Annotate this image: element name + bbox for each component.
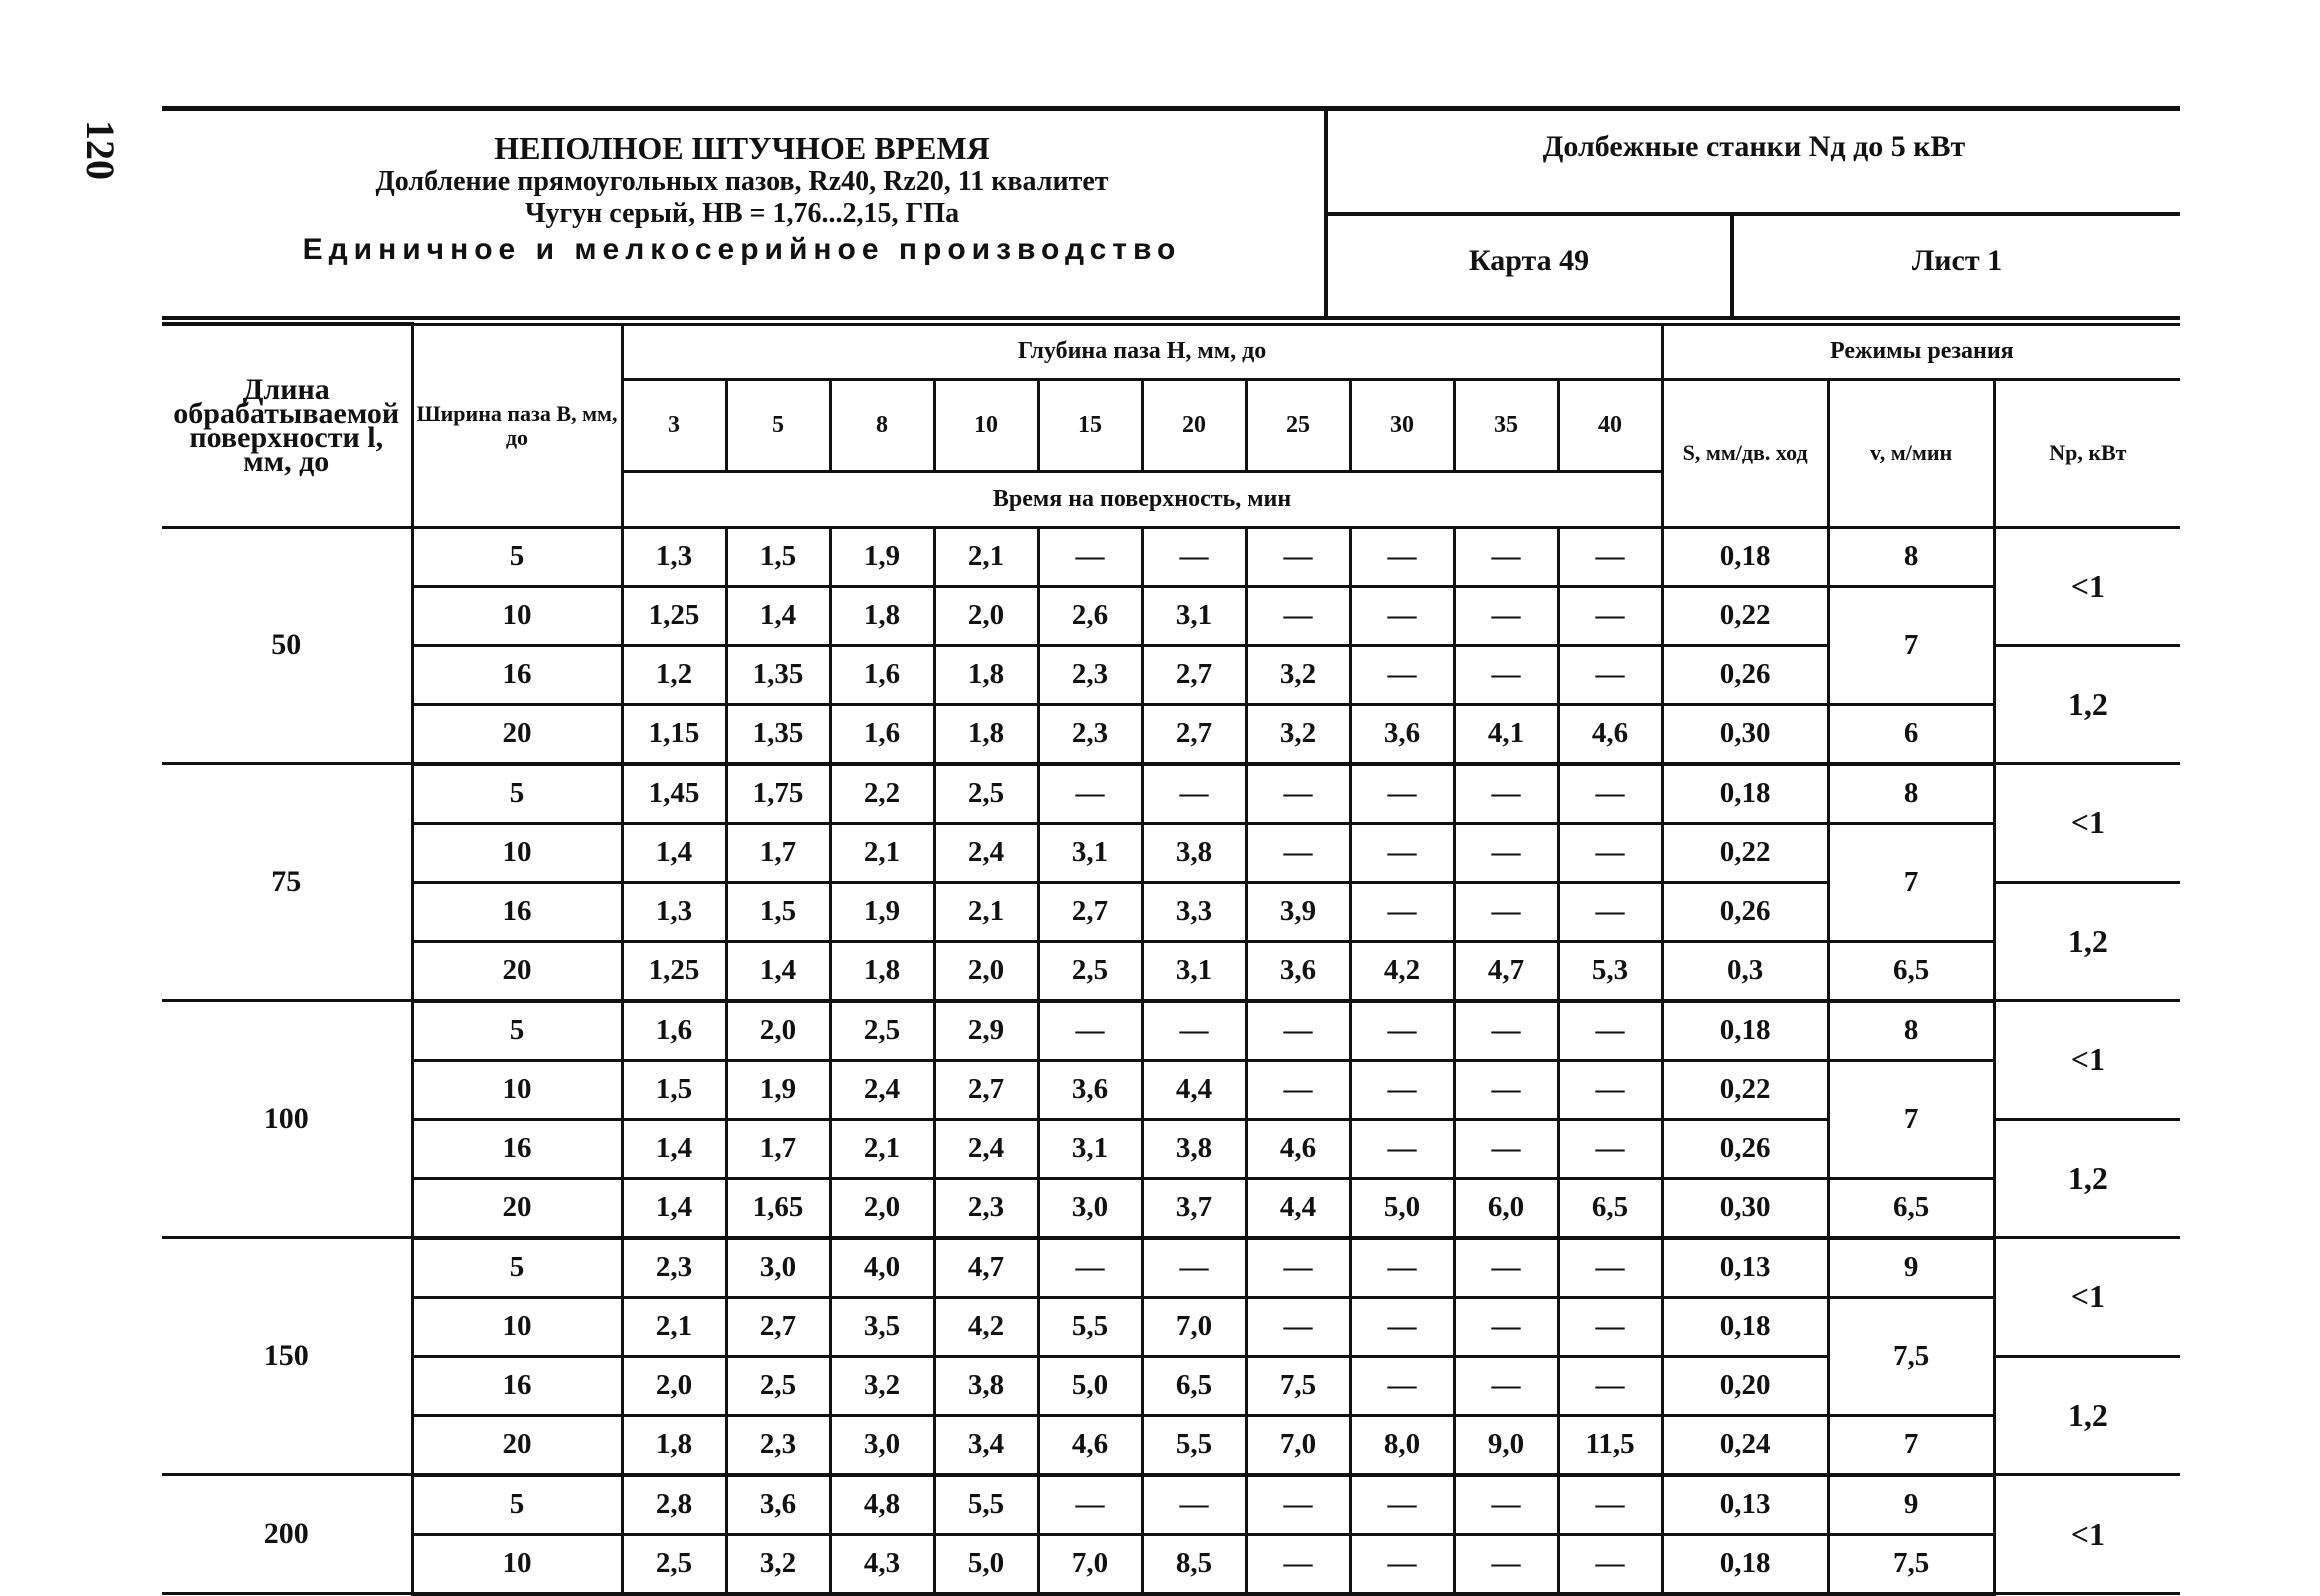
time-cell: 3,8 <box>1142 1119 1246 1178</box>
time-cell: — <box>1350 823 1454 882</box>
time-cell: — <box>1350 1119 1454 1178</box>
header-length: Длина обрабатываемой поверхности l, мм, до <box>162 324 412 527</box>
feed-cell: 0,18 <box>1662 527 1828 586</box>
speed-cell: 7,5 <box>1828 1297 1994 1415</box>
time-cell: 3,8 <box>934 1356 1038 1415</box>
time-cell: 3,0 <box>1038 1178 1142 1238</box>
time-cell: — <box>1558 645 1662 704</box>
feed-cell: 0,18 <box>1662 764 1828 824</box>
time-cell: — <box>1558 527 1662 586</box>
time-cell: 2,1 <box>622 1297 726 1356</box>
length-cell: 50 <box>162 527 412 764</box>
time-cell: 8,5 <box>1142 1534 1246 1594</box>
speed-cell: 6 <box>1828 704 1994 764</box>
time-cell: 2,8 <box>622 1475 726 1535</box>
time-cell: 2,0 <box>830 1178 934 1238</box>
time-cell: 3,1 <box>1142 586 1246 645</box>
time-cell: — <box>1454 882 1558 941</box>
time-cell: 7,0 <box>1142 1297 1246 1356</box>
width-cell: 5 <box>412 764 622 824</box>
header-v: v, м/мин <box>1828 379 1994 527</box>
width-cell: 20 <box>412 941 622 1001</box>
power-cell: 1,2 <box>1994 645 2180 764</box>
time-cell: — <box>1350 1238 1454 1298</box>
time-cell: — <box>1246 1297 1350 1356</box>
time-cell: 1,35 <box>726 704 830 764</box>
speed-cell: 7 <box>1828 823 1994 941</box>
time-cell: 4,2 <box>934 1297 1038 1356</box>
time-cell: — <box>1350 882 1454 941</box>
feed-cell: 0,22 <box>1662 586 1828 645</box>
time-cell: 3,0 <box>726 1238 830 1298</box>
time-cell: 1,5 <box>726 882 830 941</box>
time-cell: 1,8 <box>830 941 934 1001</box>
time-cell: 2,0 <box>934 941 1038 1001</box>
time-cell: 3,9 <box>1246 882 1350 941</box>
time-cell: — <box>1454 1001 1558 1061</box>
header-width: Ширина паза B, мм, до <box>412 324 622 527</box>
speed-cell: 9 <box>1828 1475 1994 1535</box>
feed-cell: 0,13 <box>1662 1475 1828 1535</box>
time-cell: 1,8 <box>830 586 934 645</box>
time-cell: — <box>1454 527 1558 586</box>
power-cell: <1 <box>1994 1238 2180 1357</box>
time-cell: 1,25 <box>622 941 726 1001</box>
time-cell: 5,5 <box>1142 1415 1246 1475</box>
header-depth-group: Глубина паза H, мм, до <box>622 324 1662 379</box>
time-cell: — <box>1350 1475 1454 1535</box>
time-cell: — <box>1038 764 1142 824</box>
table-row <box>162 1238 2180 1298</box>
time-cell: 3,5 <box>830 1297 934 1356</box>
length-cell: 100 <box>162 1001 412 1238</box>
length-cell: 200 <box>162 1475 412 1594</box>
time-cell: 3,2 <box>1246 704 1350 764</box>
time-cell: — <box>1142 1475 1246 1535</box>
time-cell: 1,45 <box>622 764 726 824</box>
time-cell: 2,4 <box>934 1119 1038 1178</box>
time-cell: 2,1 <box>830 1119 934 1178</box>
time-cell: 1,75 <box>726 764 830 824</box>
width-cell: 5 <box>412 1238 622 1298</box>
time-cell: — <box>1454 1475 1558 1535</box>
time-cell: 3,3 <box>1142 882 1246 941</box>
depth-header-cell: 5 <box>726 379 830 471</box>
time-cell: — <box>1246 764 1350 824</box>
time-cell: 2,5 <box>1038 941 1142 1001</box>
depth-header-cell: 3 <box>622 379 726 471</box>
time-cell: 5,0 <box>1038 1356 1142 1415</box>
time-cell: — <box>1454 1356 1558 1415</box>
depth-header-cell: 25 <box>1246 379 1350 471</box>
time-cell: 6,0 <box>1454 1178 1558 1238</box>
page-number: 120 <box>78 120 123 180</box>
length-cell: 75 <box>162 764 412 1001</box>
table-row <box>162 1178 2180 1238</box>
time-cell: 2,4 <box>934 823 1038 882</box>
time-cell: 1,4 <box>726 941 830 1001</box>
time-cell: — <box>1454 764 1558 824</box>
time-norms-table <box>162 322 2180 1596</box>
time-cell: 1,15 <box>622 704 726 764</box>
time-cell: — <box>1350 1001 1454 1061</box>
width-cell: 5 <box>412 1475 622 1535</box>
time-cell: 2,7 <box>726 1297 830 1356</box>
time-cell: 1,7 <box>726 1119 830 1178</box>
time-cell: 3,1 <box>1038 1119 1142 1178</box>
time-cell: — <box>1246 823 1350 882</box>
time-cell: — <box>1246 1475 1350 1535</box>
power-cell: <1 <box>1994 527 2180 645</box>
time-cell: 1,9 <box>726 1060 830 1119</box>
width-cell: 20 <box>412 1178 622 1238</box>
time-cell: — <box>1038 1001 1142 1061</box>
speed-cell: 7 <box>1828 1415 1994 1475</box>
table-row <box>162 1415 2180 1475</box>
time-cell: — <box>1350 1297 1454 1356</box>
time-cell: 11,5 <box>1558 1415 1662 1475</box>
depth-header-cell: 35 <box>1454 379 1558 471</box>
feed-cell: 0,18 <box>1662 1001 1828 1061</box>
table-row <box>162 1001 2180 1061</box>
time-cell: — <box>1558 586 1662 645</box>
time-cell: 1,4 <box>726 586 830 645</box>
header-title-block <box>162 130 1322 270</box>
time-cell: — <box>1558 1001 1662 1061</box>
width-cell: 16 <box>412 645 622 704</box>
time-cell: 4,6 <box>1558 704 1662 764</box>
time-cell: 5,3 <box>1558 941 1662 1001</box>
feed-cell: 0,22 <box>1662 823 1828 882</box>
time-cell: — <box>1558 764 1662 824</box>
width-cell: 10 <box>412 586 622 645</box>
time-cell: 6,5 <box>1558 1178 1662 1238</box>
time-cell: 1,4 <box>622 1119 726 1178</box>
time-cell: — <box>1142 1001 1246 1061</box>
table-row <box>162 1475 2180 1535</box>
time-cell: 1,2 <box>622 645 726 704</box>
time-cell: 8,0 <box>1350 1415 1454 1475</box>
depth-header-cell: 15 <box>1038 379 1142 471</box>
time-cell: — <box>1454 1238 1558 1298</box>
time-cell: 4,4 <box>1142 1060 1246 1119</box>
time-cell: 3,6 <box>1038 1060 1142 1119</box>
feed-cell: 0,26 <box>1662 645 1828 704</box>
time-cell: — <box>1350 1534 1454 1594</box>
time-cell: 2,3 <box>934 1178 1038 1238</box>
width-cell: 10 <box>412 823 622 882</box>
table-row <box>162 1297 2180 1356</box>
depth-header-cell: 20 <box>1142 379 1246 471</box>
time-cell: — <box>1246 1001 1350 1061</box>
speed-cell: 7 <box>1828 1060 1994 1178</box>
depth-header-cell: 30 <box>1350 379 1454 471</box>
header-n: Np, кВт <box>1994 379 2180 527</box>
time-cell: 9,0 <box>1454 1415 1558 1475</box>
time-cell: 4,4 <box>1246 1178 1350 1238</box>
time-cell: — <box>1350 586 1454 645</box>
time-cell: 1,4 <box>622 823 726 882</box>
time-cell: 2,0 <box>622 1356 726 1415</box>
width-cell: 5 <box>412 1001 622 1061</box>
time-cell: 2,7 <box>1038 882 1142 941</box>
time-cell: 1,6 <box>622 1001 726 1061</box>
time-cell: 3,6 <box>1246 941 1350 1001</box>
header-machine: Долбежные станки Nд до 5 кВт <box>1542 130 1966 163</box>
table-row <box>162 764 2180 824</box>
time-cell: 2,7 <box>1142 645 1246 704</box>
width-cell: 10 <box>412 1060 622 1119</box>
time-cell: — <box>1142 764 1246 824</box>
time-cell: 5,5 <box>934 1475 1038 1535</box>
time-cell: 1,9 <box>830 527 934 586</box>
time-cell: 1,3 <box>622 882 726 941</box>
time-cell: — <box>1246 1238 1350 1298</box>
feed-cell: 0,26 <box>1662 1119 1828 1178</box>
time-cell: 3,6 <box>1350 704 1454 764</box>
document-header <box>162 106 2180 320</box>
table-row <box>162 1060 2180 1119</box>
time-cell: 3,2 <box>830 1356 934 1415</box>
speed-cell: 9 <box>1828 1238 1994 1298</box>
time-cell: 1,9 <box>830 882 934 941</box>
time-cell: 1,5 <box>622 1060 726 1119</box>
time-cell: — <box>1558 823 1662 882</box>
header-subtitle: Долбление прямоугольных пазов, Rz40, Rz20, 11 квалитет <box>375 166 1109 197</box>
time-cell: 5,0 <box>1350 1178 1454 1238</box>
time-cell: 6,5 <box>1142 1356 1246 1415</box>
time-cell: 4,1 <box>1454 704 1558 764</box>
time-cell: 5,5 <box>1038 1297 1142 1356</box>
speed-cell: 8 <box>1828 527 1994 586</box>
time-cell: 1,6 <box>830 704 934 764</box>
time-cell: 4,6 <box>1038 1415 1142 1475</box>
power-cell: <1 <box>1994 764 2180 883</box>
time-cell: 1,7 <box>726 823 830 882</box>
table-row <box>162 1534 2180 1594</box>
feed-cell: 0,18 <box>1662 1297 1828 1356</box>
time-cell: 2,4 <box>830 1060 934 1119</box>
time-cell: — <box>1142 527 1246 586</box>
time-cell: 4,6 <box>1246 1119 1350 1178</box>
time-cell: — <box>1038 1475 1142 1535</box>
feed-cell: 0,30 <box>1662 704 1828 764</box>
table-row <box>162 704 2180 764</box>
depth-header-cell: 40 <box>1558 379 1662 471</box>
time-cell: 1,8 <box>934 704 1038 764</box>
time-cell: 4,8 <box>830 1475 934 1535</box>
speed-cell: 6,5 <box>1828 941 1994 1001</box>
time-cell: — <box>1558 882 1662 941</box>
time-cell: 3,1 <box>1038 823 1142 882</box>
feed-cell: 0,24 <box>1662 1415 1828 1475</box>
depth-header-cell: 10 <box>934 379 1038 471</box>
time-cell: 4,3 <box>830 1534 934 1594</box>
time-cell: — <box>1246 527 1350 586</box>
header-modes-group: Режимы резания <box>1662 324 2180 379</box>
time-cell: 2,3 <box>726 1415 830 1475</box>
table-row <box>162 941 2180 1001</box>
time-cell: — <box>1350 1060 1454 1119</box>
header-card: Карта 49 <box>1468 244 1590 277</box>
time-cell: 2,0 <box>726 1001 830 1061</box>
time-cell: — <box>1142 1238 1246 1298</box>
time-cell: 7,0 <box>1038 1534 1142 1594</box>
time-cell: — <box>1350 1356 1454 1415</box>
time-cell: — <box>1350 645 1454 704</box>
width-cell: 16 <box>412 882 622 941</box>
time-cell: 3,0 <box>830 1415 934 1475</box>
time-cell: — <box>1558 1119 1662 1178</box>
time-cell: — <box>1454 586 1558 645</box>
time-cell: 3,2 <box>726 1534 830 1594</box>
time-cell: 1,3 <box>622 527 726 586</box>
time-cell: 7,5 <box>1246 1356 1350 1415</box>
time-cell: 1,6 <box>830 645 934 704</box>
time-cell: — <box>1454 645 1558 704</box>
time-cell: — <box>1246 1060 1350 1119</box>
feed-cell: 0,18 <box>1662 1534 1828 1594</box>
header-sheet: Лист 1 <box>1911 244 2003 277</box>
table-row <box>162 586 2180 645</box>
power-cell: 1,2 <box>1994 1356 2180 1475</box>
time-cell: 3,8 <box>1142 823 1246 882</box>
width-cell: 16 <box>412 1119 622 1178</box>
time-cell: 2,7 <box>934 1060 1038 1119</box>
time-cell: 1,5 <box>726 527 830 586</box>
time-cell: 1,25 <box>622 586 726 645</box>
width-cell: 5 <box>412 527 622 586</box>
time-cell: — <box>1454 1119 1558 1178</box>
time-cell: — <box>1350 527 1454 586</box>
time-cell: — <box>1246 586 1350 645</box>
time-cell: 2,5 <box>830 1001 934 1061</box>
time-cell: — <box>1558 1475 1662 1535</box>
time-cell: 4,0 <box>830 1238 934 1298</box>
speed-cell: 7,5 <box>1828 1534 1994 1594</box>
time-cell: 7,0 <box>1246 1415 1350 1475</box>
feed-cell: 0,13 <box>1662 1238 1828 1298</box>
power-cell: <1 <box>1994 1001 2180 1120</box>
length-cell: 150 <box>162 1238 412 1475</box>
speed-cell: 8 <box>1828 764 1994 824</box>
time-cell: 2,1 <box>934 882 1038 941</box>
time-cell: — <box>1246 1534 1350 1594</box>
width-cell: 16 <box>412 1356 622 1415</box>
time-cell: — <box>1038 1238 1142 1298</box>
power-cell: <1 <box>1994 1475 2180 1594</box>
time-cell: 3,2 <box>1246 645 1350 704</box>
feed-cell: 0,3 <box>1662 941 1828 1001</box>
feed-cell: 0,20 <box>1662 1356 1828 1415</box>
time-cell: — <box>1454 1297 1558 1356</box>
time-cell: 2,0 <box>934 586 1038 645</box>
width-cell: 10 <box>412 1534 622 1594</box>
speed-cell: 7 <box>1828 586 1994 704</box>
time-cell: 3,4 <box>934 1415 1038 1475</box>
time-cell: 2,1 <box>830 823 934 882</box>
time-cell: 2,1 <box>934 527 1038 586</box>
speed-cell: 6,5 <box>1828 1178 1994 1238</box>
header-s: S, мм/дв. ход <box>1662 379 1828 527</box>
header-material: Чугун серый, НВ = 1,76...2,15, ГПа <box>524 198 960 229</box>
time-cell: 2,3 <box>622 1238 726 1298</box>
feed-cell: 0,26 <box>1662 882 1828 941</box>
power-cell: 1,2 <box>1994 1119 2180 1238</box>
time-cell: 2,9 <box>934 1001 1038 1061</box>
time-cell: 3,7 <box>1142 1178 1246 1238</box>
time-cell: 4,2 <box>1350 941 1454 1001</box>
time-cell: 2,2 <box>830 764 934 824</box>
time-cell: 2,7 <box>1142 704 1246 764</box>
time-cell: 1,65 <box>726 1178 830 1238</box>
time-cell: 3,6 <box>726 1475 830 1535</box>
power-cell: 1,2 <box>1994 882 2180 1001</box>
table-row <box>162 823 2180 882</box>
time-cell: 2,3 <box>1038 704 1142 764</box>
time-cell: 1,35 <box>726 645 830 704</box>
width-cell: 20 <box>412 1415 622 1475</box>
depth-header-cell: 8 <box>830 379 934 471</box>
time-cell: 1,4 <box>622 1178 726 1238</box>
feed-cell: 0,30 <box>1662 1178 1828 1238</box>
time-cell: 3,1 <box>1142 941 1246 1001</box>
time-cell: — <box>1350 764 1454 824</box>
time-cell: — <box>1454 1060 1558 1119</box>
time-cell: 4,7 <box>934 1238 1038 1298</box>
time-cell: 1,8 <box>934 645 1038 704</box>
time-cell: 2,5 <box>934 764 1038 824</box>
header-time-caption: Время на поверхность, мин <box>622 471 1662 527</box>
header-title: НЕПОЛНОЕ ШТУЧНОЕ ВРЕМЯ <box>494 130 990 166</box>
time-cell: — <box>1454 823 1558 882</box>
time-cell: 2,5 <box>622 1534 726 1594</box>
width-cell: 10 <box>412 1297 622 1356</box>
time-cell: 4,7 <box>1454 941 1558 1001</box>
feed-cell: 0,22 <box>1662 1060 1828 1119</box>
time-cell: 2,3 <box>1038 645 1142 704</box>
width-cell: 20 <box>412 704 622 764</box>
time-cell: 2,5 <box>726 1356 830 1415</box>
time-cell: — <box>1558 1060 1662 1119</box>
time-cell: — <box>1558 1238 1662 1298</box>
time-cell: 1,8 <box>622 1415 726 1475</box>
time-cell: 2,6 <box>1038 586 1142 645</box>
time-cell: — <box>1454 1534 1558 1594</box>
table-row <box>162 527 2180 586</box>
time-cell: — <box>1558 1534 1662 1594</box>
time-cell: — <box>1558 1297 1662 1356</box>
time-cell: — <box>1038 527 1142 586</box>
speed-cell: 8 <box>1828 1001 1994 1061</box>
time-cell: — <box>1558 1356 1662 1415</box>
time-cell: 5,0 <box>934 1534 1038 1594</box>
header-production: Единичное и мелкосерийное производство <box>302 233 1182 266</box>
